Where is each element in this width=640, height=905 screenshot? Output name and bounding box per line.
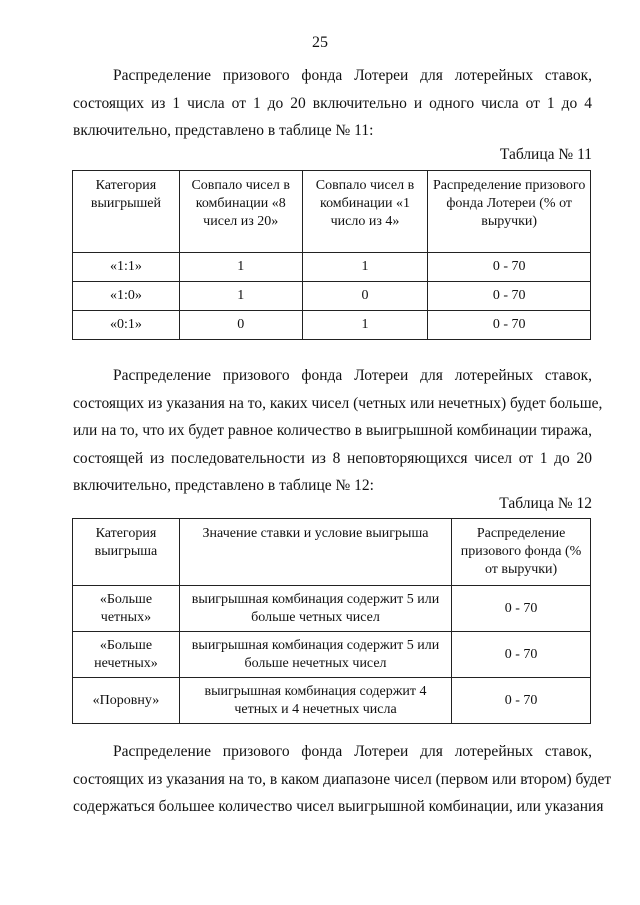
table-12-caption: Таблица № 12 [499,495,592,512]
table-cell: 1 [302,311,428,340]
paragraph-line: Распределение призового фонда Лотереи для лотерейных ставок, [113,67,592,84]
column-header: Совпало чисел в комбинации «8 чисел из 20» [179,171,302,253]
table-cell: «Поровну» [73,678,180,724]
paragraph-continuation [73,738,612,821]
paragraph-line: Распределение призового фонда Лотереи для лотерейных ставок, [113,367,592,384]
column-header: Распределение призового фонда (% от выручки) [452,519,591,586]
paragraph-line: состоящих из 1 числа от 1 до 20 включительно и одного числа от 1 до 4 [73,94,592,112]
paragraph-line: состоящей из последовательности из 8 неповторяющихся чисел от 1 до 20 [73,449,592,467]
table-row [73,678,591,724]
table-cell: 0 [179,311,302,340]
table-cell: выигрышная комбинация содержит 4 четных и 4 нечетных числа [179,678,451,724]
paragraph-intro-table-12 [73,362,603,500]
column-header: Значение ставки и условие выигрыша [179,519,451,586]
column-header: Категория выигрышей [73,171,180,253]
table-cell: 0 - 70 [452,678,591,724]
table-cell: 0 - 70 [452,632,591,678]
table-cell: 1 [179,253,302,282]
paragraph-line: или на то, что их будет равное количество в выигрышной комбинации тиража, [73,422,592,439]
table-cell: 1 [179,282,302,311]
paragraph-line: содержаться большее количество чисел выигрышной комбинации, или указания [73,798,604,815]
table-row [73,253,591,282]
table-header-row [73,171,591,253]
table-cell: выигрышная комбинация содержит 5 или больше четных чисел [179,586,451,632]
table-cell: 0 - 70 [428,311,591,340]
table-cell: 0 - 70 [428,282,591,311]
table-cell: «0:1» [73,311,180,340]
table-11 [72,170,591,340]
table-cell: «1:0» [73,282,180,311]
table-cell: 0 - 70 [428,253,591,282]
table-cell: 0 [302,282,428,311]
table-cell: 1 [302,253,428,282]
paragraph-line: включительно, представлено в таблице № 11: [73,122,374,139]
table-cell: «Больше нечетных» [73,632,180,678]
table-header-row [73,519,591,586]
paragraph-line: Распределение призового фонда Лотереи для лотерейных ставок, [113,743,592,760]
table-row [73,586,591,632]
table-cell: «Больше четных» [73,586,180,632]
paragraph-intro-table-11 [73,62,592,145]
table-row [73,632,591,678]
table-cell: 0 - 70 [452,586,591,632]
paragraph-line: включительно, представлено в таблице № 12: [73,477,374,494]
table-11-caption: Таблица № 11 [499,146,592,163]
table-row [73,282,591,311]
paragraph-line: состоящих из указания на то, каких чисел (четных или нечетных) будет больше, [73,394,603,412]
table-row [73,311,591,340]
table-12 [72,518,591,724]
column-header: Распределение призового фонда Лотереи (% от выручки) [428,171,591,253]
table-cell: выигрышная комбинация содержит 5 или больше нечетных чисел [179,632,451,678]
column-header: Категория выигрыша [73,519,180,586]
table-cell: «1:1» [73,253,180,282]
page-number: 25 [312,34,328,51]
column-header: Совпало чисел в комбинации «1 число из 4» [302,171,428,253]
paragraph-line: состоящих из указания на то, в каком диапазоне чисел (первом или втором) будет [73,770,612,788]
